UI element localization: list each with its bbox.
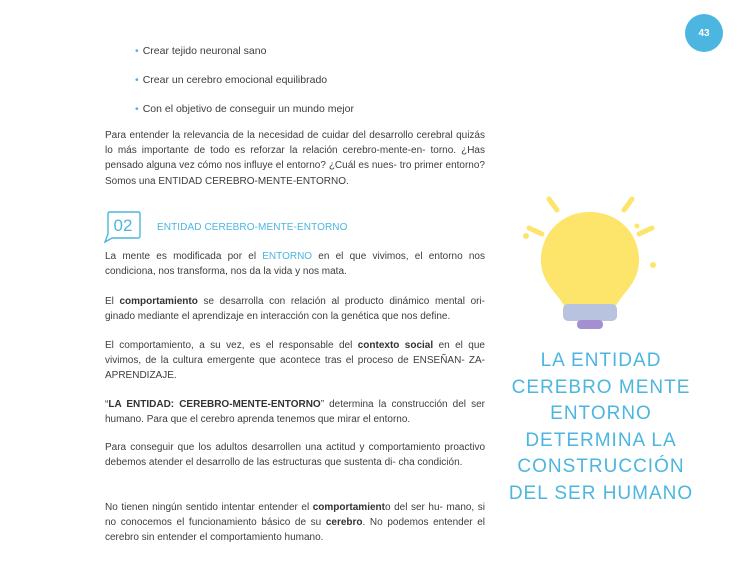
bullet-list — [135, 44, 354, 131]
bullet-icon: • — [135, 103, 139, 115]
lightbulb-icon — [515, 190, 665, 335]
list-item: • Con el objetivo de conseguir un mundo mejor — [135, 103, 354, 115]
speech-bubble-icon — [102, 206, 142, 244]
paragraph-comportamiento: El comportamiento se desarrolla con relación al producto dinámico mental ori- ginado mediante el aprendizaje en interacción con la genética que nos define. — [105, 296, 486, 323]
svg-text:02: 02 — [113, 216, 133, 235]
page-number-badge: 43 — [685, 14, 723, 52]
paragraph-entorno: La mente es modificada por el ENTORNO en el que vivimos, el entorno nos condiciona, nos transforma, nos da la vida y nos mata. — [105, 251, 485, 278]
paragraph-contexto-social: El comportamiento, a su vez, es el responsable del contexto social en el que vivimos, de la cultura emergente que acontece tras el proceso de ENSEÑAN- ZA-APRENDIZAJE. — [105, 340, 485, 382]
headline-quote: LA ENTIDAD CEREBRO MENTE ENTORNO DETERMINA LA CONSTRUCCIÓN DEL SER HUMANO — [508, 350, 694, 504]
section-number-badge — [102, 206, 142, 244]
intro-paragraph: Para entender la relevancia de la necesidad de cuidar del desarrollo cerebral quizás lo más importante de todo es reforzar la relación cerebro-mente-en- torno. ¿Has pensado alguna vez cómo nos influye el entorno? ¿Cuál es nues- tro primer entorno? Somos una ENTIDAD CEREBRO-MENTE-ENTORNO. — [105, 130, 485, 187]
section-title: ENTIDAD CEREBRO-MENTE-ENTORNO — [157, 222, 348, 233]
bullet-icon: • — [135, 74, 139, 86]
paragraph-adultos: Para conseguir que los adultos desarrollen una actitud y comportamiento proactivo debemos atender el desarrollo de las estructuras que sustenta di- cha condición. — [105, 442, 485, 469]
list-item: • Crear un cerebro emocional equilibrado — [135, 74, 328, 86]
bullet-icon: • — [135, 45, 139, 57]
list-item: • Crear tejido neuronal sano — [135, 45, 267, 57]
paragraph-entidad: “LA ENTIDAD: CEREBRO-MENTE-ENTORNO” determina la construcción del ser humano. Para que el cerebro aprenda tenemos que mirar el entorno. — [105, 399, 485, 426]
paragraph-cerebro: No tienen ningún sentido intentar entender el comportamiento del ser hu- mano, si no conocemos el funcionamiento básico de su cerebro. No podemos entender el cerebro sin entender el comportamiento humano. — [105, 502, 485, 544]
